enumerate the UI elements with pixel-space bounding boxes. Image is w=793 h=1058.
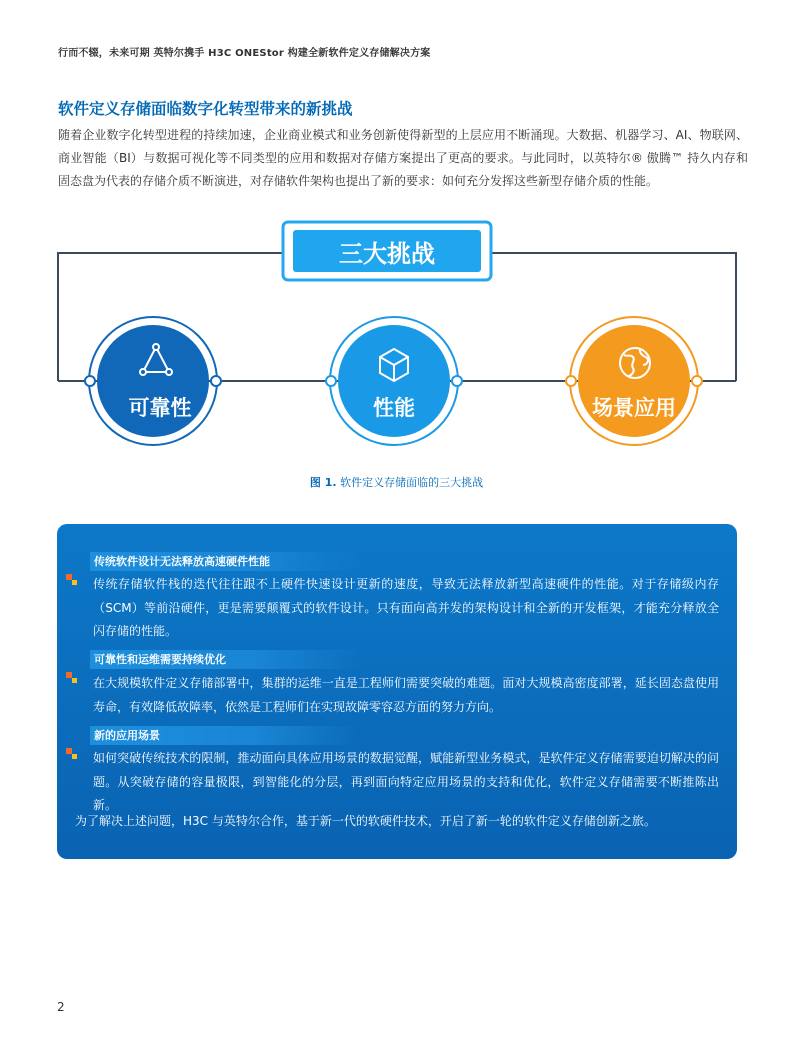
bullet-marker-icon [66, 672, 77, 683]
circle-performance [326, 317, 462, 445]
panel-heading-reliability: 可靠性和运维需要持续优化 [90, 650, 360, 669]
figure-caption [0, 474, 793, 490]
intro-paragraph: 随着企业数字化转型进程的持续加速，企业商业模式和业务创新使得新型的上层应用不断涌现。大数据、机器学习、AI、物联网、商业智能（BI）与数据可视化等不同类型的应用和数据对存储方案提出了更高的要求。与此同时，以英特尔® 傲腾™ 持久内存和固态盘为代表的存储介质不断演进，对存储软件架构也提出了新的要求：如何充分发挥这些新型存储介质的性能。 [58, 128, 748, 188]
bullet-marker-icon [66, 748, 77, 759]
figure-caption-text: 软件定义存储面临的三大挑战 [340, 476, 484, 489]
panel-text-hardware: 传统存储软件栈的迭代往往跟不上硬件快速设计更新的速度，导致无法释放新型高速硬件的性能。对于存储级内存（SCM）等前沿硬件，更是需要颠覆式的软件设计。只有面向高并发的架构设计和全新的开发框架，才能充分释放全闪存储的性能。 [93, 577, 719, 638]
circle-label-performance: 性能 [373, 396, 415, 420]
panel-heading-scenario: 新的应用场景 [90, 726, 360, 745]
running-header: 行而不辍，未来可期 英特尔携手 H3C ONEStor 构建全新软件定义存储解决方案 [58, 48, 431, 59]
circle-label-reliability: 可靠性 [128, 396, 192, 420]
panel-text-scenario: 如何突破传统技术的限制，推动面向具体应用场景的数据觉醒，赋能新型业务模式，是软件定义存储需要迫切解决的问题。从突破存储的容量极限，到智能化的分层，再到面向特定应用场景的支持和优化，软件定义存储需要不断推陈出新。 [93, 751, 719, 812]
circle-reliability [85, 317, 221, 445]
panel-text-reliability: 在大规模软件定义存储部署中，集群的运维一直是工程师们需要突破的难题。面对大规模高密度部署，延长固态盘使用寿命，有效降低故障率，依然是工程师们在实现故障零容忍方面的努力方向。 [93, 676, 719, 714]
panel-heading-hardware: 传统软件设计无法释放高速硬件性能 [90, 552, 360, 571]
bullet-marker-icon [66, 574, 77, 585]
circle-scenario [566, 317, 702, 445]
banner-title: 三大挑战 [339, 240, 435, 268]
challenges-panel [57, 524, 737, 859]
three-challenges-diagram [0, 218, 793, 468]
page-number: 2 [57, 1000, 65, 1014]
panel-closing-text: 为了解决上述问题，H3C 与英特尔合作，基于新一代的软硬件技术，开启了新一轮的软件定义存储创新之旅。 [75, 814, 656, 828]
section-title: 软件定义存储面临数字化转型带来的新挑战 [58, 100, 353, 118]
banner [283, 222, 491, 280]
circle-label-scenario: 场景应用 [592, 396, 676, 420]
figure-number: 图 1. [309, 476, 337, 489]
